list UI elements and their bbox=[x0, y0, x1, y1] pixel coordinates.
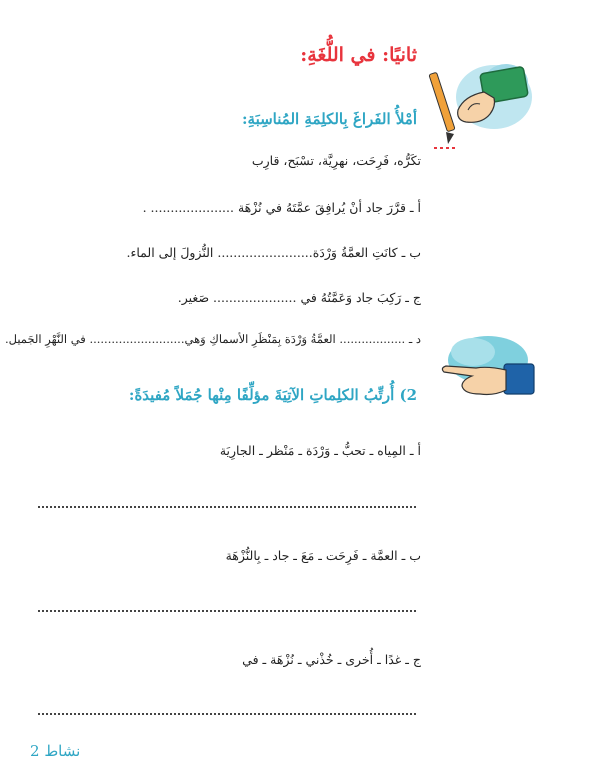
fill-line-b: ب ـ كانَتِ العمَّةُ وَرْدَة........................ النُّزولَ إلى الماء. bbox=[126, 245, 421, 260]
fill-line-d: د ـ .................. العمَّةُ وَرْدَة بِمَنْظَرِ الأسماكِ وَهي.......................... في النَّهْرِ الجَميل. bbox=[4, 332, 421, 346]
word-bank: تكَرُّه، فَرِحَت، نهرِيَّة، تسْبَح، قارِب bbox=[251, 153, 421, 168]
fill-line-a: أ ـ قرَّرَ جاد أنْ يُرافِقَ عمَّتَهُ في نُزْهَة ..................... . bbox=[142, 200, 421, 215]
answer-line-a bbox=[38, 506, 416, 508]
page-title: ثانيًا: في اللُّغَةِ: bbox=[300, 44, 417, 66]
activity-label: نشاط 2 bbox=[30, 742, 81, 760]
section2-heading: 2) أُرتِّبُ الكلِماتِ الآتِيَةَ مؤلِّفًا مِنْها جُمَلاً مُفيدَةً: bbox=[128, 386, 417, 404]
pointing-hand-icon bbox=[428, 330, 536, 410]
reorder-item-c: ج ـ غدًا ـ أُخرى ـ خُذْني ـ نُزْهَة ـ في bbox=[242, 652, 421, 667]
answer-line-c bbox=[38, 713, 416, 715]
hand-writing-pencil-icon bbox=[424, 52, 534, 157]
answer-line-b bbox=[38, 610, 416, 612]
reorder-item-a: أ ـ المِياه ـ تحبُّ ـ وَرْدَة ـ مَنْظر ـ الجارِيَة bbox=[219, 443, 421, 458]
reorder-item-b: ب ـ العمَّة ـ فَرِحَت ـ مَعَ ـ جاد ـ بِالنُّزْهَة bbox=[225, 548, 421, 563]
section1-heading: أمْلأُ الفَراغَ بِالكلِمَةِ المُناسِبَةِ: bbox=[242, 110, 417, 128]
fill-line-c: ج ـ رَكِبَ جاد وَعَمَّتُهُ في ..................... صَغير. bbox=[177, 290, 421, 305]
